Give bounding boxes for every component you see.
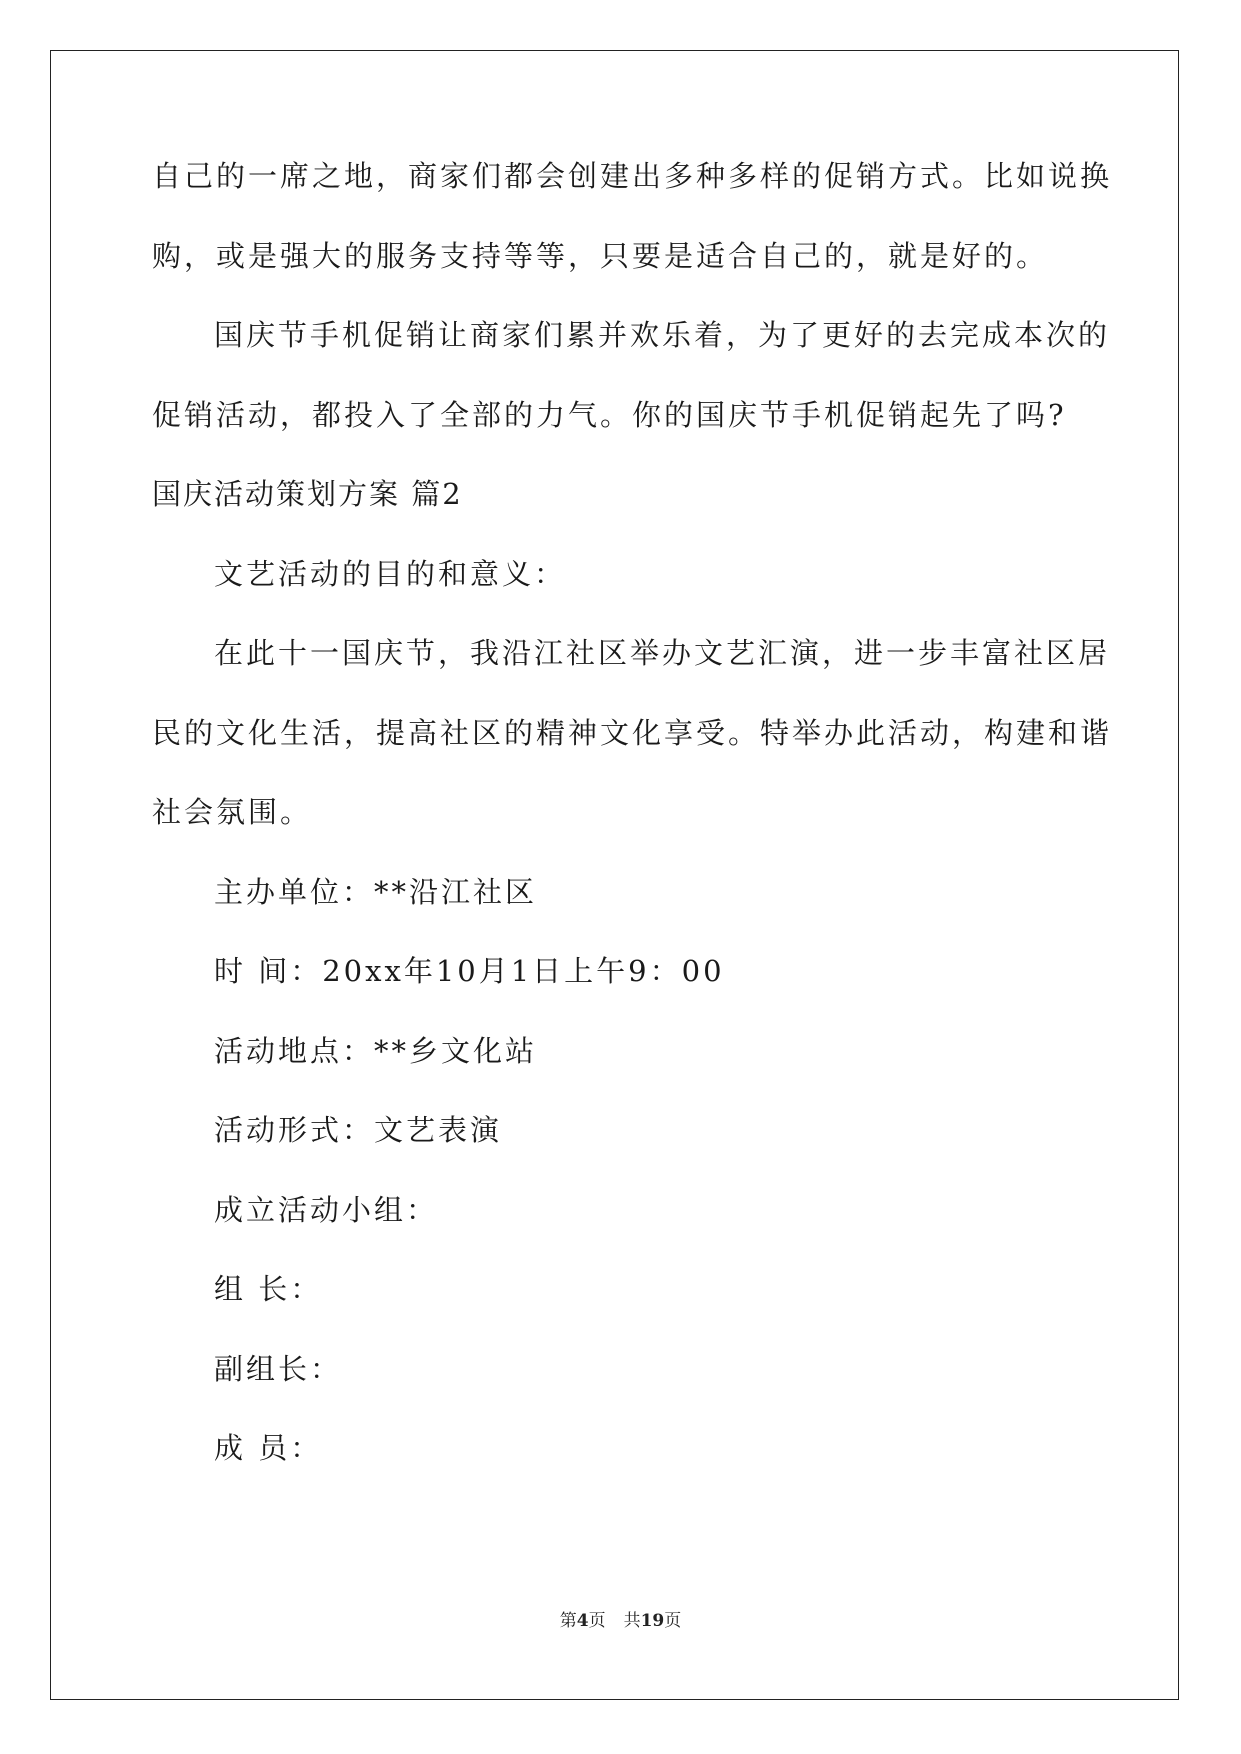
footer-total-suffix: 页 xyxy=(664,1611,682,1631)
paragraph-line: 社会氛围。 xyxy=(152,795,313,829)
footer-prefix: 第 xyxy=(559,1611,577,1631)
document-body xyxy=(152,159,1113,1512)
paragraph-line: 国庆节手机促销让商家们累并欢乐着，为了更好的去完成本次的 xyxy=(214,318,1111,352)
footer-page-suffix: 页 xyxy=(588,1611,606,1631)
paragraph-line: 促销活动，都投入了全部的力气。你的国庆节手机促销起先了吗? xyxy=(152,397,1067,432)
deputy-leader-line: 副组长： xyxy=(214,1351,343,1386)
footer-total-prefix: 共 xyxy=(623,1611,641,1631)
current-page-number: 4 xyxy=(576,1611,589,1631)
paragraph-line: 民的文化生活，提高社区的精神文化享受。特举办此活动，构建和谐 xyxy=(152,715,1113,750)
paragraph-line: 文艺活动的目的和意义： xyxy=(214,556,567,591)
location-line: 活动地点：**乡文化站 xyxy=(214,1033,538,1068)
leader-line: 组 长： xyxy=(214,1272,323,1306)
total-pages-number: 19 xyxy=(640,1611,665,1631)
paragraph-line: 购，或是强大的服务支持等等，只要是适合自己的，就是好的。 xyxy=(152,238,1049,273)
format-line: 活动形式：文艺表演 xyxy=(214,1113,503,1147)
section-heading: 国庆活动策划方案 篇2 xyxy=(152,477,463,511)
members-line: 成 员： xyxy=(214,1431,323,1465)
paragraph-line: 在此十一国庆节，我沿江社区举办文艺汇演，进一步丰富社区居 xyxy=(214,636,1111,670)
page-footer xyxy=(0,1611,1241,1631)
organizer-line: 主办单位：**沿江社区 xyxy=(214,874,538,909)
time-line: 时 间：20xx年10月1日上午9：00 xyxy=(214,954,725,988)
paragraph-line: 自己的一席之地，商家们都会创建出多种多样的促销方式。比如说换 xyxy=(152,159,1113,193)
group-line: 成立活动小组： xyxy=(214,1192,439,1227)
